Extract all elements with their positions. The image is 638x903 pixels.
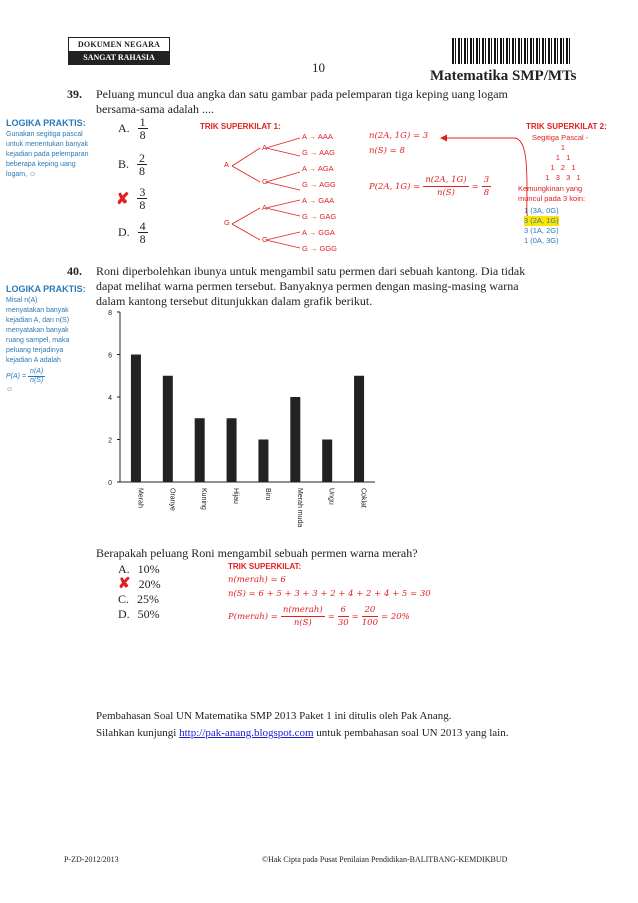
formula-p-num: n(2A, 1G): [425, 175, 467, 185]
option-den: 8: [139, 198, 146, 212]
option-letter: D.: [118, 607, 130, 621]
q39-option: [118, 220, 148, 245]
option-fraction: [138, 220, 148, 245]
footer-credits: [96, 708, 616, 742]
combo-item: 1 (0A, 3G): [524, 236, 559, 245]
formula-p-rnum: 3: [483, 175, 490, 185]
tree-level1-a2: A: [262, 203, 268, 212]
q39-side-title: LOGIKA PRAKTIS:: [6, 118, 86, 128]
trick2-title: TRIK SUPERKILAT 2:: [526, 122, 607, 131]
tree-outcome: A → AAA: [302, 132, 333, 141]
copyright: ©Hak Cipta pada Pusat Penilaian Pendidikan-BALITBANG-KEMDIKBUD: [262, 855, 508, 864]
option-letter: B.: [118, 157, 130, 171]
footer-line1: Pembahasan Soal UN Matematika SMP 2013 Paket 1 ini ditulis oleh Pak Anang.: [96, 710, 452, 722]
bar-biru: [258, 440, 268, 483]
footer-prefix: Silahkan kunjungi: [96, 727, 180, 739]
y-tick-label: 6: [108, 352, 112, 360]
doc-classification: DOKUMEN NEGARA: [77, 40, 161, 49]
q39-side-line: Gunakan segitiga pascal: [6, 131, 83, 138]
combo-list: [524, 206, 559, 246]
subject-title: Matematika SMP/MTs: [430, 68, 577, 84]
formula-n2a1g: n(2A, 1G) = 3: [369, 131, 429, 141]
q40-line3-left: P(merah) =: [228, 611, 278, 622]
blog-link[interactable]: http://pak-anang.blogspot.com: [179, 727, 314, 739]
q40-eq2: =: [351, 611, 359, 622]
option-fraction: [138, 116, 148, 141]
side-smile: ☺: [6, 386, 14, 393]
q40-side-line: Misal n(A): [6, 297, 38, 304]
formula-ns: n(S) = 8: [369, 146, 405, 156]
y-tick-label: 2: [108, 437, 112, 445]
formula-p-left: P(2A, 1G) =: [369, 181, 421, 192]
pascal-row: 1 1: [555, 153, 571, 162]
footer-line2: [96, 725, 616, 742]
option-letter: C.: [118, 592, 130, 606]
tree-level1-g1: G: [262, 177, 268, 186]
bar-coklat: [354, 376, 364, 482]
bar-kuning: [195, 418, 205, 482]
q40-number: 40.: [67, 264, 82, 278]
q39-option: [118, 186, 147, 211]
q40-frac3-num: 20: [362, 604, 378, 617]
pascal-triangle: [520, 143, 606, 183]
formula-p-den: n(S): [436, 188, 455, 198]
tree-outcome: A → GGA: [302, 228, 335, 237]
pascal-row: 1 3 3 1: [545, 173, 581, 182]
q40-side-title: LOGIKA PRAKTIS:: [6, 284, 86, 294]
option-text: 50%: [137, 607, 160, 621]
formula-p-rden: 8: [483, 188, 490, 198]
x-category-label: Merah muda: [295, 488, 303, 528]
q40-option: [118, 607, 160, 622]
option-text: 20%: [138, 577, 161, 591]
doc-code: P-ZD-2012/2013: [64, 855, 119, 864]
option-letter: A.: [118, 562, 130, 576]
option-text: 25%: [137, 592, 160, 606]
trick1-title: TRIK SUPERKILAT 1:: [200, 122, 281, 131]
q40-side-formula: [6, 368, 101, 385]
pascal-row: 1: [560, 143, 566, 152]
bar-ungu: [322, 440, 332, 483]
q40-side-note: [6, 284, 101, 395]
trick2-text: [518, 184, 585, 204]
option-den: 8: [139, 164, 146, 178]
q40-side-line: kejadian A adalah: [6, 357, 61, 364]
tree-level1-a1: A: [262, 143, 268, 152]
q40-frac1-num: n(merah): [282, 605, 323, 615]
tree-root-g: G: [224, 218, 230, 227]
q40-eq1: =: [327, 611, 335, 622]
side-formula-frac: [28, 368, 45, 385]
y-tick-label: 4: [108, 395, 112, 402]
option-fraction: [137, 186, 147, 211]
q40-frac1: [281, 604, 325, 629]
q40-frac1-den: n(S): [293, 618, 312, 628]
combo-item: 1 (3A, 0G): [524, 206, 559, 215]
option-letter: D.: [118, 225, 130, 239]
q39-number: 39.: [67, 87, 82, 101]
q40-side-line: kejadian A, dan n(S): [6, 317, 70, 324]
q40-frac3: [362, 604, 378, 629]
trick2-line: muncul pada 3 koin:: [518, 194, 586, 203]
q40-option: [118, 592, 159, 607]
q40-side-line: peluang terjadinya: [6, 347, 64, 354]
q40-text-line: Roni diperbolehkan ibunya untuk mengambil satu permen dari sebuah kantong. Dia tidak: [96, 264, 526, 278]
option-fraction: [137, 152, 147, 177]
tree-outcome: G → AGG: [302, 180, 336, 189]
q39-side-line: logam, ☺: [6, 171, 37, 178]
tree-outcome: A → AGA: [302, 164, 334, 173]
q39-text-line1: Peluang muncul dua angka dan satu gambar pada pelemparan tiga keping uang logam: [96, 87, 508, 101]
q40-line3: [228, 604, 410, 629]
q40-line1: n(merah) = 6: [228, 575, 286, 585]
q40-frac2-den: 30: [337, 618, 349, 628]
option-den: 8: [139, 128, 146, 142]
tree-level1-g2: G: [262, 235, 268, 244]
page-number: 10: [312, 60, 325, 75]
q40-trick-title: TRIK SUPERKILAT:: [228, 562, 302, 571]
option-num: 2: [139, 151, 146, 165]
probability-tree: [200, 128, 380, 250]
x-category-label: Kuning: [200, 488, 208, 510]
y-tick-label: 0: [108, 480, 112, 487]
y-tick-label: 8: [108, 310, 112, 317]
doc-secrecy: SANGAT RAHASIA: [69, 51, 169, 64]
q40-question: Berapakah peluang Roni mengambil sebuah permen warna merah?: [96, 546, 418, 560]
side-formula-left: P(A) =: [6, 372, 27, 380]
bar-merah-muda: [290, 397, 300, 482]
footer-suffix: untuk pembahasan soal UN 2013 yang lain.: [313, 727, 509, 739]
q39-side-text: [6, 130, 106, 180]
formula-p2a1g: [369, 174, 491, 199]
option-letter: A.: [118, 121, 130, 135]
q40-frac3-den: 100: [361, 618, 378, 628]
q40-line2: n(S) = 6 + 5 + 3 + 3 + 2 + 4 + 2 + 4 + 5 = 30: [228, 589, 431, 599]
q39-option: [118, 152, 147, 177]
q40-side-line: menyatakan banyak: [6, 327, 69, 334]
candy-bar-chart: [92, 306, 382, 546]
tree-outcome: G → GAG: [302, 212, 337, 221]
bar-oranye: [163, 376, 173, 482]
answer-mark-icon: ✘: [118, 575, 131, 592]
q40-side-text: [6, 296, 101, 366]
tree-outcome: A → GAA: [302, 196, 335, 205]
q40-frac2-num: 6: [338, 604, 349, 617]
tree-outcome: G → GGG: [302, 244, 338, 253]
q40-option: [118, 577, 161, 592]
x-category-label: Ungu: [327, 488, 335, 505]
q40-result: = 20%: [381, 611, 410, 622]
q39-side-line: kejadian pada pelemparan: [6, 151, 89, 158]
x-category-label: Merah: [136, 488, 144, 508]
x-category-label: Oranye: [168, 488, 176, 511]
pascal-row: 1 2 1: [550, 163, 576, 172]
trick2-line: Kemungkinan yang: [518, 184, 583, 193]
barcode-image: [452, 38, 570, 64]
combo-item: 3 (1A, 2G): [524, 226, 559, 235]
q40-text-line: dalam kantong tersebut ditunjukkan dalam grafik berikut.: [96, 294, 373, 308]
q39-text: [96, 87, 576, 117]
q40-text: [96, 264, 576, 309]
combo-item: 3 (2A, 1G): [524, 216, 559, 225]
q39-side-line: beberapa keping uang: [6, 161, 76, 168]
formula-p-frac: [423, 174, 468, 199]
tree-root-a: A: [224, 160, 230, 169]
formula-p-eq: =: [471, 181, 479, 192]
q39-side-line: untuk menentukan banyak: [6, 141, 89, 148]
x-category-label: Hijau: [232, 488, 240, 504]
q39-side-note: [6, 118, 106, 180]
bar-hijau: [227, 418, 237, 482]
side-formula-den: n(S): [30, 377, 44, 384]
side-formula-num: n(A): [30, 368, 44, 375]
trick2-subtitle: Segitiga Pascal -: [532, 133, 589, 142]
option-text: 10%: [137, 562, 160, 576]
q40-side-line: menyatakan banyak: [6, 307, 69, 314]
q40-side-line: ruang sampel, maka: [6, 337, 70, 344]
option-num: 4: [139, 219, 146, 233]
answer-mark-icon: ✘: [116, 190, 130, 208]
option-num: 3: [139, 185, 146, 199]
q40-frac2: [338, 604, 349, 629]
tree-outcome: G → AAG: [302, 148, 335, 157]
x-category-label: Coklat: [359, 488, 367, 508]
document-header-box: [68, 37, 170, 65]
q39-option: [118, 116, 148, 141]
option-den: 8: [139, 232, 146, 246]
q39-text-line2: bersama-sama adalah ....: [96, 102, 214, 116]
x-category-label: Biru: [263, 488, 271, 501]
bar-merah: [131, 355, 141, 483]
option-num: 1: [139, 115, 146, 129]
formula-p-frac2: [482, 174, 491, 199]
q40-text-line: dapat melihat warna permen tersebut. Banyaknya permen dengan masing-masing warna: [96, 279, 519, 293]
